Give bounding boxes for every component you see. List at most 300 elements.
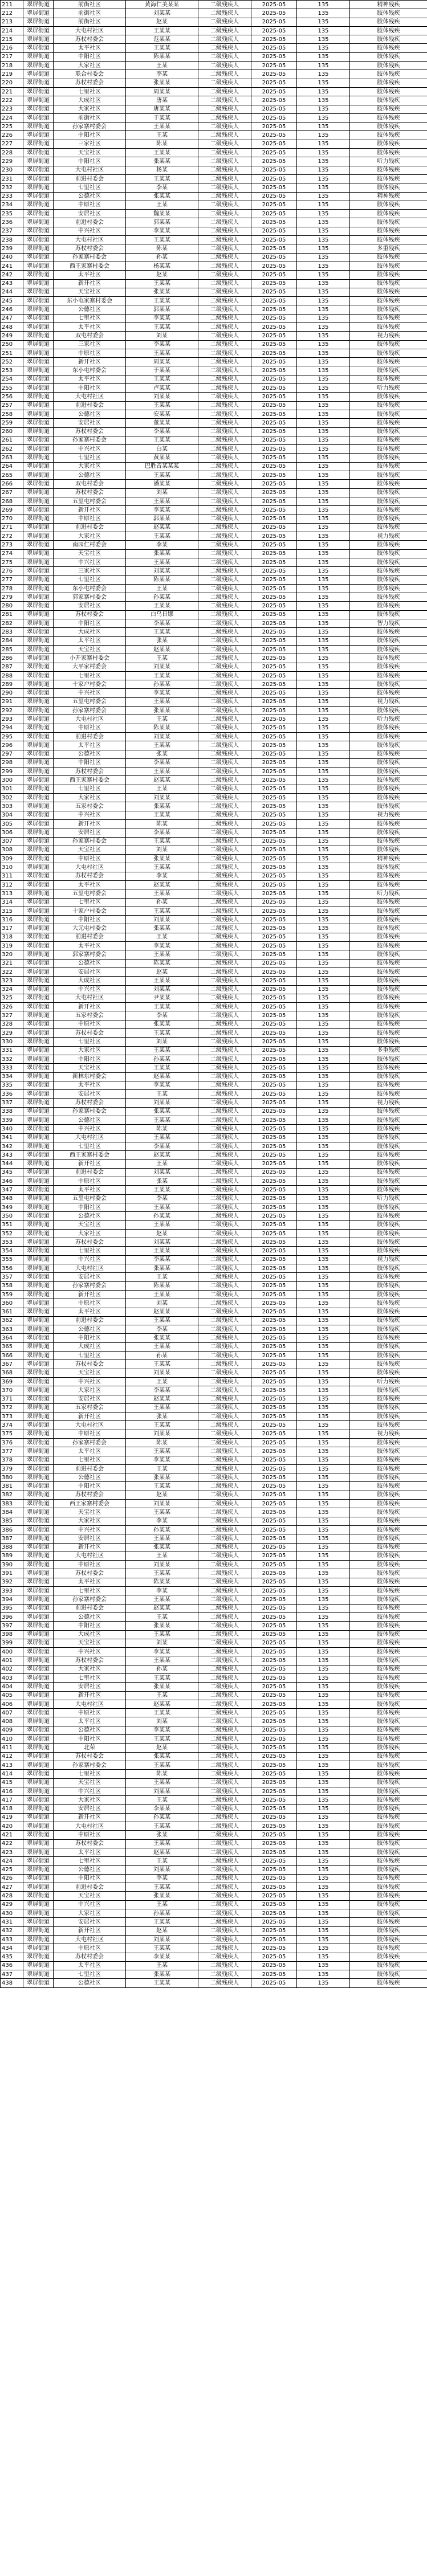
amount-cell: 135 [297, 1892, 350, 1900]
amount-cell: 135 [297, 1926, 350, 1935]
month-cell: 2025-05 [251, 697, 297, 706]
table-row [1, 201, 427, 209]
table-row [1, 602, 427, 610]
village-cell: 安居社区 [54, 1534, 126, 1543]
town-cell: 翠屏街道 [23, 1752, 54, 1761]
category-cell: 二级残疾人 [198, 262, 251, 270]
village-cell: 公德社区 [54, 305, 126, 314]
town-cell: 翠屏街道 [23, 1770, 54, 1778]
row-number-cell: 339 [1, 1116, 23, 1125]
row-number-cell: 425 [1, 1865, 23, 1874]
amount-cell: 135 [297, 1683, 350, 1691]
month-cell: 2025-05 [251, 663, 297, 671]
amount-cell: 135 [297, 802, 350, 811]
table-row [1, 889, 427, 898]
row-number-cell: 226 [1, 131, 23, 140]
row-number-cell: 362 [1, 1316, 23, 1325]
name-cell: 杨某某 [126, 262, 198, 270]
name-cell: 王某某 [126, 1735, 198, 1744]
town-cell: 翠屏街道 [23, 567, 54, 575]
month-cell: 2025-05 [251, 1491, 297, 1499]
table-row [1, 1177, 427, 1186]
month-cell: 2025-05 [251, 1003, 297, 1011]
town-cell: 翠屏街道 [23, 322, 54, 331]
row-number-cell: 283 [1, 628, 23, 636]
amount-cell: 135 [297, 1247, 350, 1255]
village-cell: 新开社区 [54, 1160, 126, 1168]
village-cell: 大屯村社区 [54, 1935, 126, 1944]
month-cell: 2025-05 [251, 70, 297, 79]
name-cell: 王某 [126, 584, 198, 593]
village-cell: 太平社区 [54, 1186, 126, 1194]
table-row [1, 1430, 427, 1438]
category-cell: 二级残疾人 [198, 1003, 251, 1011]
level-cell: 肢体残疾 [350, 942, 427, 950]
row-number-cell: 317 [1, 924, 23, 933]
month-cell: 2025-05 [251, 1569, 297, 1578]
name-cell: 王某某 [126, 1186, 198, 1194]
row-number-cell: 246 [1, 305, 23, 314]
row-number-cell: 233 [1, 192, 23, 201]
village-cell: 中原社区 [54, 1709, 126, 1717]
table-row [1, 1281, 427, 1290]
category-cell: 二级残疾人 [198, 1081, 251, 1089]
name-cell: 孙某某 [126, 1909, 198, 1918]
town-cell: 翠屏街道 [23, 1525, 54, 1534]
category-cell: 二级残疾人 [198, 1064, 251, 1072]
amount-cell: 135 [297, 1212, 350, 1220]
amount-cell: 135 [297, 1334, 350, 1342]
category-cell: 二级残疾人 [198, 1691, 251, 1700]
name-cell: 王某某 [126, 149, 198, 157]
amount-cell: 135 [297, 794, 350, 802]
row-number-cell: 337 [1, 1099, 23, 1107]
name-cell: 王某某 [126, 471, 198, 480]
month-cell: 2025-05 [251, 183, 297, 192]
month-cell: 2025-05 [251, 322, 297, 331]
month-cell: 2025-05 [251, 1979, 297, 1987]
level-cell: 肢体残疾 [350, 305, 427, 314]
level-cell: 肢体残疾 [350, 1360, 427, 1369]
village-cell: 苏杖村委会 [54, 872, 126, 880]
table-row [1, 62, 427, 70]
row-number-cell: 397 [1, 1622, 23, 1630]
level-cell: 肢体残疾 [350, 44, 427, 52]
village-cell: 苏杖村委会 [54, 35, 126, 44]
table-row [1, 1160, 427, 1168]
month-cell: 2025-05 [251, 1787, 297, 1795]
name-cell: 李某 [126, 541, 198, 549]
village-cell: 郭家寨村委会 [54, 950, 126, 959]
level-cell: 肢体残疾 [350, 1281, 427, 1290]
category-cell: 二级残疾人 [198, 62, 251, 70]
village-cell: 新开社区 [54, 1543, 126, 1552]
month-cell: 2025-05 [251, 1839, 297, 1848]
name-cell: 王某某 [126, 1508, 198, 1517]
category-cell: 二级残疾人 [198, 1778, 251, 1787]
level-cell: 肢体残疾 [350, 1552, 427, 1560]
table-row [1, 1796, 427, 1805]
name-cell: 范某某 [126, 35, 198, 44]
category-cell: 二级残疾人 [198, 758, 251, 767]
name-cell: 王某某 [126, 26, 198, 35]
name-cell: 王某某 [126, 322, 198, 331]
row-number-cell: 279 [1, 593, 23, 602]
name-cell: 赵某某 [126, 1151, 198, 1160]
row-number-cell: 411 [1, 1744, 23, 1752]
village-cell: 五里屯村委会 [54, 889, 126, 898]
category-cell: 二级残疾人 [198, 1926, 251, 1935]
town-cell: 翠屏街道 [23, 523, 54, 532]
amount-cell: 135 [297, 1403, 350, 1412]
village-cell: 大家社区 [54, 794, 126, 802]
village-cell: 天宝社区 [54, 149, 126, 157]
month-cell: 2025-05 [251, 1107, 297, 1116]
table-row [1, 942, 427, 950]
name-cell: 王某某 [126, 1116, 198, 1125]
category-cell: 二级残疾人 [198, 18, 251, 26]
category-cell: 二级残疾人 [198, 567, 251, 575]
amount-cell: 135 [297, 44, 350, 52]
level-cell: 肢体残疾 [350, 1038, 427, 1046]
row-number-cell: 227 [1, 140, 23, 148]
row-number-cell: 234 [1, 201, 23, 209]
village-cell: 安居社区 [54, 602, 126, 610]
name-cell: 刘某 [126, 1717, 198, 1726]
table-row [1, 828, 427, 837]
level-cell: 肢体残疾 [350, 253, 427, 262]
name-cell: 王某某 [126, 1674, 198, 1683]
table-row [1, 322, 427, 331]
level-cell: 肢体残疾 [350, 480, 427, 488]
town-cell: 翠屏街道 [23, 1281, 54, 1290]
town-cell: 翠屏街道 [23, 967, 54, 976]
town-cell: 翠屏街道 [23, 610, 54, 619]
village-cell: 新开社区 [54, 1926, 126, 1935]
month-cell: 2025-05 [251, 1264, 297, 1273]
amount-cell: 135 [297, 1831, 350, 1839]
level-cell: 肢体残疾 [350, 26, 427, 35]
town-cell: 翠屏街道 [23, 497, 54, 505]
town-cell: 翠屏街道 [23, 1369, 54, 1377]
name-cell: 王某某 [126, 1447, 198, 1456]
town-cell: 翠屏街道 [23, 1918, 54, 1926]
village-cell: 中原社区 [54, 349, 126, 357]
table-row [1, 515, 427, 523]
town-cell: 翠屏街道 [23, 314, 54, 322]
level-cell: 肢体残疾 [350, 1900, 427, 1909]
table-row [1, 994, 427, 1002]
level-cell: 肢体残疾 [350, 1203, 427, 1211]
level-cell: 肢体残疾 [350, 427, 427, 436]
month-cell: 2025-05 [251, 471, 297, 480]
town-cell: 翠屏街道 [23, 1386, 54, 1395]
name-cell: 张某 [126, 750, 198, 758]
row-number-cell: 381 [1, 1482, 23, 1491]
category-cell: 二级残疾人 [198, 201, 251, 209]
amount-cell: 135 [297, 776, 350, 785]
level-cell: 肢体残疾 [350, 872, 427, 880]
town-cell: 翠屏街道 [23, 262, 54, 270]
name-cell: 王某 [126, 1090, 198, 1099]
level-cell: 肢体残疾 [350, 1709, 427, 1717]
row-number-cell: 430 [1, 1909, 23, 1918]
level-cell: 听力残疾 [350, 157, 427, 166]
level-cell: 肢体残疾 [350, 1264, 427, 1273]
category-cell: 二级残疾人 [198, 898, 251, 907]
category-cell: 二级残疾人 [198, 1116, 251, 1125]
category-cell: 二级残疾人 [198, 314, 251, 322]
table-row [1, 741, 427, 750]
name-cell: 张某 [126, 636, 198, 645]
level-cell: 肢体残疾 [350, 1857, 427, 1865]
month-cell: 2025-05 [251, 1352, 297, 1360]
row-number-cell: 274 [1, 549, 23, 558]
village-cell: 天宝社区 [54, 288, 126, 296]
level-cell: 肢体残疾 [350, 1569, 427, 1578]
village-cell: 安居社区 [54, 1918, 126, 1926]
town-cell: 翠屏街道 [23, 1003, 54, 1011]
amount-cell: 135 [297, 1569, 350, 1578]
level-cell: 肢体残疾 [350, 541, 427, 549]
village-cell: 七里社区 [54, 87, 126, 96]
table-row [1, 166, 427, 174]
amount-cell: 135 [297, 131, 350, 140]
level-cell: 视力残疾 [350, 1255, 427, 1264]
category-cell: 二级残疾人 [198, 35, 251, 44]
table-row [1, 105, 427, 113]
table-row [1, 1961, 427, 1970]
name-cell: 张某某 [126, 855, 198, 863]
name-cell: 张某某 [126, 1683, 198, 1691]
table-row [1, 680, 427, 689]
village-cell: 中原社区 [54, 855, 126, 863]
month-cell: 2025-05 [251, 253, 297, 262]
town-cell: 翠屏街道 [23, 1848, 54, 1856]
village-cell: 联合村委会 [54, 70, 126, 79]
level-cell: 肢体残疾 [350, 1186, 427, 1194]
category-cell: 二级残疾人 [198, 227, 251, 235]
village-cell: 苏杖村委会 [54, 1099, 126, 1107]
category-cell: 二级残疾人 [198, 724, 251, 732]
level-cell: 肢体残疾 [350, 1839, 427, 1848]
amount-cell: 135 [297, 401, 350, 410]
level-cell: 肢体残疾 [350, 1883, 427, 1892]
table-row [1, 785, 427, 793]
name-cell: 孙某 [126, 898, 198, 907]
category-cell: 二级残疾人 [198, 523, 251, 532]
table-row [1, 140, 427, 148]
row-number-cell: 438 [1, 1979, 23, 1987]
row-number-cell: 230 [1, 166, 23, 174]
category-cell: 二级残疾人 [198, 1909, 251, 1918]
row-number-cell: 315 [1, 907, 23, 915]
table-row [1, 1142, 427, 1150]
village-cell: 小开家寨村委会 [54, 654, 126, 663]
town-cell: 翠屏街道 [23, 1473, 54, 1482]
amount-cell: 135 [297, 1316, 350, 1325]
category-cell: 二级残疾人 [198, 1203, 251, 1211]
table-row [1, 1238, 427, 1247]
town-cell: 翠屏街道 [23, 375, 54, 383]
village-cell: 大家社区 [54, 1665, 126, 1673]
town-cell: 翠屏街道 [23, 689, 54, 697]
category-cell: 二级残疾人 [198, 1125, 251, 1133]
level-cell: 肢体残疾 [350, 1081, 427, 1089]
amount-cell: 135 [297, 1011, 350, 1020]
village-cell: 中原社区 [54, 1561, 126, 1569]
amount-cell: 135 [297, 218, 350, 227]
town-cell: 翠屏街道 [23, 1055, 54, 1063]
town-cell: 翠屏街道 [23, 419, 54, 427]
name-cell: 王某某 [126, 558, 198, 567]
name-cell: 王某某 [126, 44, 198, 52]
name-cell: 张某某 [126, 1752, 198, 1761]
name-cell: 于某某 [126, 366, 198, 375]
month-cell: 2025-05 [251, 488, 297, 497]
name-cell: 张某某 [126, 549, 198, 558]
level-cell: 肢体残疾 [350, 1177, 427, 1186]
row-number-cell: 435 [1, 1953, 23, 1961]
table-row [1, 1255, 427, 1264]
row-number-cell: 371 [1, 1395, 23, 1403]
month-cell: 2025-05 [251, 855, 297, 863]
amount-cell: 135 [297, 183, 350, 192]
village-cell: 大家社区 [54, 105, 126, 113]
name-cell: 陈某某 [126, 959, 198, 967]
village-cell: 大家社区 [54, 462, 126, 471]
name-cell: 刘某某 [126, 1430, 198, 1438]
level-cell: 肢体残疾 [350, 1787, 427, 1795]
level-cell: 听力残疾 [350, 1194, 427, 1203]
row-number-cell: 241 [1, 262, 23, 270]
village-cell: 太平社区 [54, 942, 126, 950]
village-cell: 前街社区 [54, 18, 126, 26]
month-cell: 2025-05 [251, 628, 297, 636]
town-cell: 翠屏街道 [23, 210, 54, 218]
month-cell: 2025-05 [251, 1133, 297, 1142]
table-row [1, 872, 427, 880]
month-cell: 2025-05 [251, 1639, 297, 1647]
row-number-cell: 377 [1, 1447, 23, 1456]
amount-cell: 135 [297, 1430, 350, 1438]
amount-cell: 135 [297, 1935, 350, 1944]
month-cell: 2025-05 [251, 384, 297, 393]
row-number-cell: 310 [1, 863, 23, 872]
name-cell: 陈某某 [126, 1281, 198, 1290]
month-cell: 2025-05 [251, 1953, 297, 1961]
level-cell: 肢体残疾 [350, 70, 427, 79]
table-row [1, 1081, 427, 1089]
row-number-cell: 350 [1, 1212, 23, 1220]
month-cell: 2025-05 [251, 1813, 297, 1822]
month-cell: 2025-05 [251, 1412, 297, 1421]
month-cell: 2025-05 [251, 1081, 297, 1089]
level-cell: 肢体残疾 [350, 1944, 427, 1953]
month-cell: 2025-05 [251, 1883, 297, 1892]
month-cell: 2025-05 [251, 96, 297, 105]
month-cell: 2025-05 [251, 332, 297, 340]
name-cell: 王某 [126, 654, 198, 663]
category-cell: 二级残疾人 [198, 515, 251, 523]
row-number-cell: 218 [1, 62, 23, 70]
amount-cell: 135 [297, 967, 350, 976]
row-number-cell: 252 [1, 358, 23, 366]
name-cell: 王某某 [126, 1003, 198, 1011]
name-cell: 张某某 [126, 707, 198, 715]
village-cell: 孙家寨村委会 [54, 253, 126, 262]
row-number-cell: 327 [1, 1011, 23, 1020]
row-number-cell: 289 [1, 680, 23, 689]
month-cell: 2025-05 [251, 52, 297, 61]
table-row [1, 375, 427, 383]
table-row [1, 532, 427, 541]
category-cell: 二级残疾人 [198, 1735, 251, 1744]
level-cell: 肢体残疾 [350, 732, 427, 741]
level-cell: 肢体残疾 [350, 201, 427, 209]
town-cell: 翠屏街道 [23, 358, 54, 366]
table-row [1, 1970, 427, 1979]
name-cell: 刘某 [126, 488, 198, 497]
village-cell: 天宝社区 [54, 1892, 126, 1900]
table-row [1, 715, 427, 724]
category-cell: 二级残疾人 [198, 1900, 251, 1909]
table-row [1, 1369, 427, 1377]
table-row [1, 1944, 427, 1953]
month-cell: 2025-05 [251, 898, 297, 907]
town-cell: 翠屏街道 [23, 776, 54, 785]
level-cell: 肢体残疾 [350, 985, 427, 994]
amount-cell: 135 [297, 1787, 350, 1795]
level-cell: 肢体残疾 [350, 1238, 427, 1247]
month-cell: 2025-05 [251, 1395, 297, 1403]
level-cell: 肢体残疾 [350, 636, 427, 645]
table-row [1, 288, 427, 296]
category-cell: 二级残疾人 [198, 863, 251, 872]
village-cell: 中兴社区 [54, 445, 126, 454]
row-number-cell: 320 [1, 950, 23, 959]
village-cell: 五家村委会 [54, 1011, 126, 1020]
name-cell: 李某某 [126, 427, 198, 436]
level-cell: 肢体残疾 [350, 671, 427, 680]
amount-cell: 135 [297, 1029, 350, 1038]
amount-cell: 135 [297, 1133, 350, 1142]
month-cell: 2025-05 [251, 1064, 297, 1072]
town-cell: 翠屏街道 [23, 758, 54, 767]
row-number-cell: 407 [1, 1709, 23, 1717]
table-row [1, 1761, 427, 1769]
amount-cell: 135 [297, 549, 350, 558]
table-row [1, 855, 427, 863]
name-cell: 张某某 [126, 1107, 198, 1116]
category-cell: 二级残疾人 [198, 1674, 251, 1683]
village-cell: 太平社区 [54, 1447, 126, 1456]
level-cell: 肢体残疾 [350, 916, 427, 924]
row-number-cell: 331 [1, 1046, 23, 1055]
level-cell: 肢体残疾 [350, 462, 427, 471]
village-cell: 五里屯村委会 [54, 697, 126, 706]
town-cell: 翠屏街道 [23, 227, 54, 235]
level-cell: 肢体残疾 [350, 1726, 427, 1734]
row-number-cell: 343 [1, 1151, 23, 1160]
town-cell: 翠屏街道 [23, 1133, 54, 1142]
level-cell: 肢体残疾 [350, 863, 427, 872]
row-number-cell: 297 [1, 750, 23, 758]
category-cell: 二级残疾人 [198, 1961, 251, 1970]
table-row [1, 1464, 427, 1473]
month-cell: 2025-05 [251, 619, 297, 628]
month-cell: 2025-05 [251, 1500, 297, 1508]
